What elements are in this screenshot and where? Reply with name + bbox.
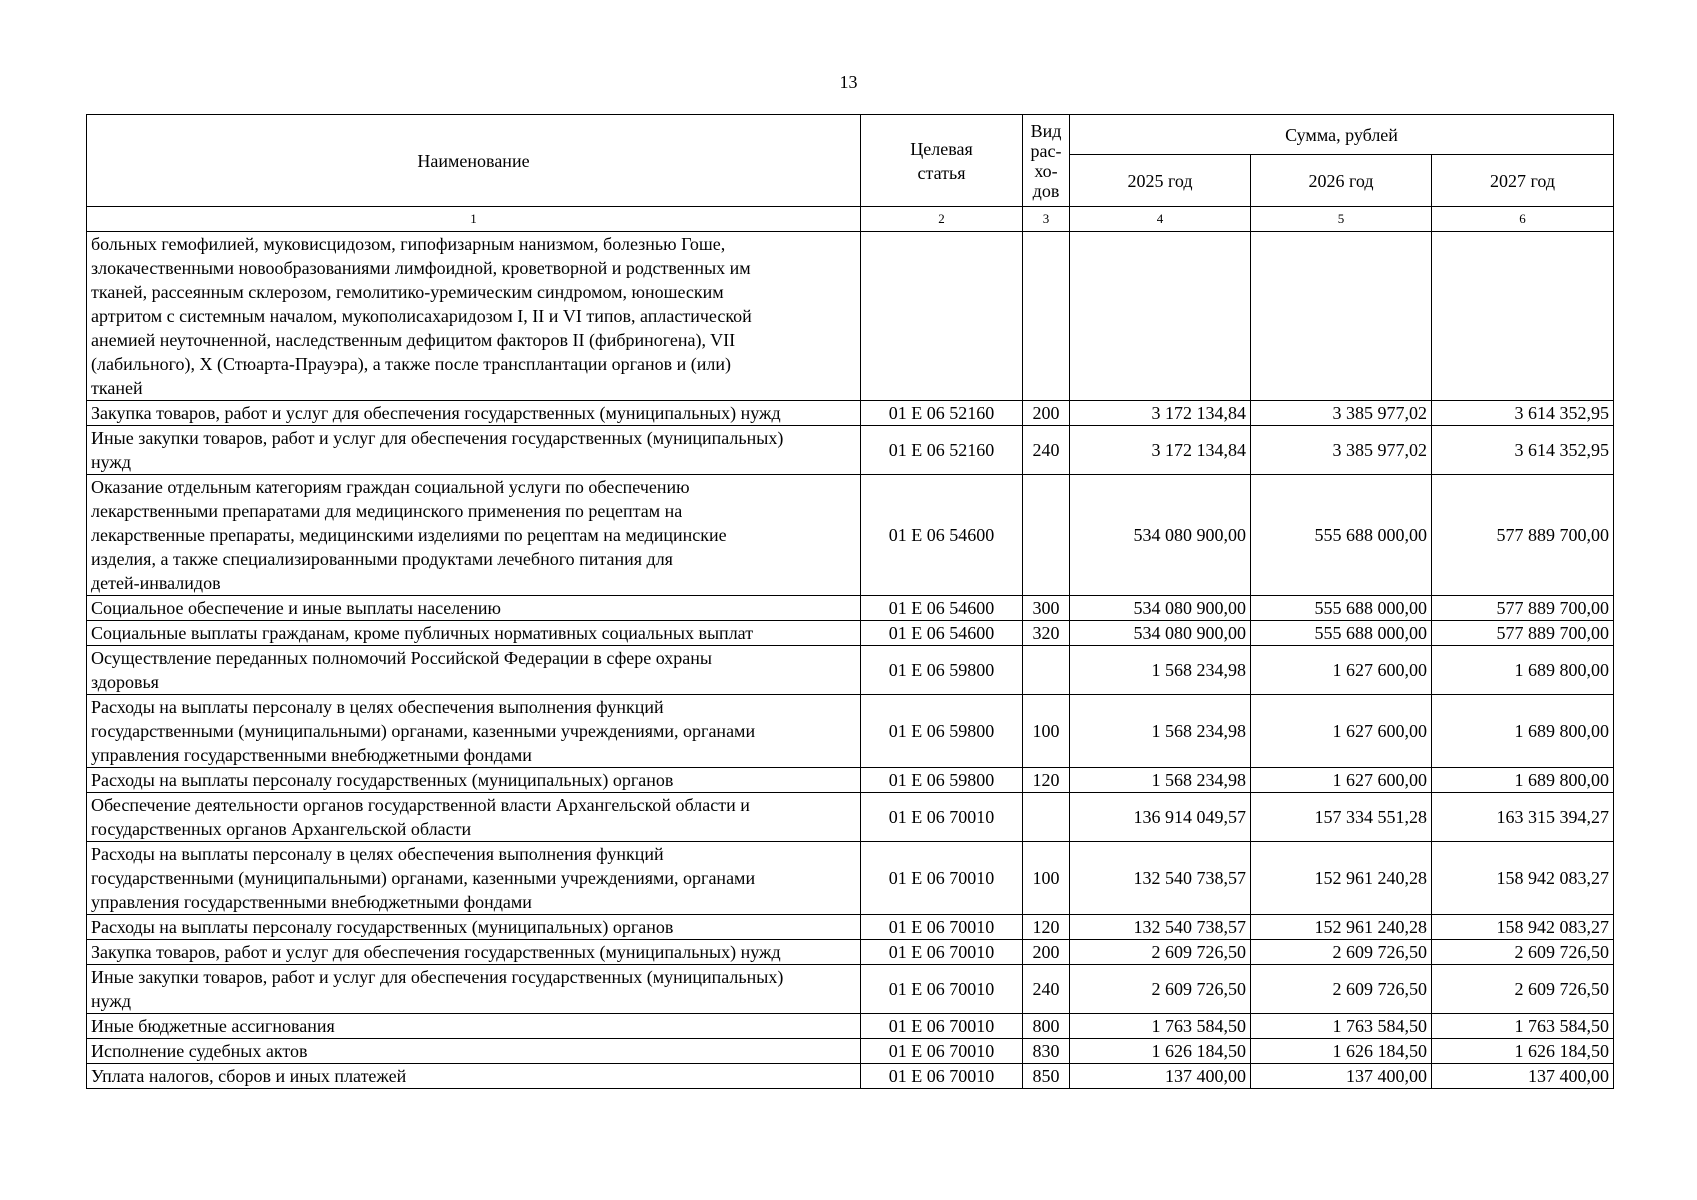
row-amount-2025: 1 626 184,50 — [1070, 1039, 1251, 1064]
row-amount-2025: 1 568 234,98 — [1070, 695, 1251, 768]
header-year-2025: 2025 год — [1070, 155, 1251, 207]
row-name — [87, 1064, 861, 1089]
table-row — [87, 842, 1614, 915]
row-expense-type — [1023, 646, 1070, 695]
row-amount-2027: 137 400,00 — [1432, 1064, 1614, 1089]
row-name-line: детей-инвалидов — [91, 573, 221, 593]
table-row — [87, 965, 1614, 1014]
row-name — [87, 596, 861, 621]
row-amount-2027: 1 689 800,00 — [1432, 646, 1614, 695]
table-row — [87, 646, 1614, 695]
row-target-article: 01 Е 06 70010 — [861, 915, 1023, 940]
row-amount-2025: 534 080 900,00 — [1070, 475, 1251, 596]
column-number: 4 — [1070, 207, 1251, 232]
row-name — [87, 768, 861, 793]
row-amount-2025 — [1070, 232, 1251, 401]
row-name — [87, 1039, 861, 1064]
row-name-line: Иные закупки товаров, работ и услуг для обеспечения государственных (муниципальных) — [91, 428, 784, 448]
row-name-line: тканей, рассеянным склерозом, гемолитико-уремическим синдромом, юношеским — [91, 282, 724, 302]
row-name-line: здоровья — [91, 672, 159, 692]
row-amount-2025: 1 763 584,50 — [1070, 1014, 1251, 1039]
row-expense-type: 100 — [1023, 695, 1070, 768]
row-amount-2027: 2 609 726,50 — [1432, 965, 1614, 1014]
column-number: 6 — [1432, 207, 1614, 232]
row-amount-2025: 2 609 726,50 — [1070, 965, 1251, 1014]
row-amount-2027 — [1432, 232, 1614, 401]
row-target-article: 01 Е 06 54600 — [861, 475, 1023, 596]
row-amount-2026: 137 400,00 — [1251, 1064, 1432, 1089]
row-amount-2025: 534 080 900,00 — [1070, 621, 1251, 646]
row-expense-type — [1023, 793, 1070, 842]
row-expense-type: 120 — [1023, 915, 1070, 940]
row-target-article: 01 Е 06 70010 — [861, 793, 1023, 842]
row-amount-2027: 158 942 083,27 — [1432, 842, 1614, 915]
header-expense-type-line: рас- — [1030, 140, 1062, 161]
row-target-article: 01 Е 06 52160 — [861, 401, 1023, 426]
row-amount-2026: 2 609 726,50 — [1251, 965, 1432, 1014]
row-name-line: Расходы на выплаты персоналу в целях обеспечения выполнения функций — [91, 697, 664, 717]
row-target-article: 01 Е 06 70010 — [861, 1064, 1023, 1089]
row-name — [87, 646, 861, 695]
row-target-article: 01 Е 06 52160 — [861, 426, 1023, 475]
row-name — [87, 621, 861, 646]
row-amount-2027: 1 763 584,50 — [1432, 1014, 1614, 1039]
row-amount-2025: 3 172 134,84 — [1070, 426, 1251, 475]
table-row — [87, 621, 1614, 646]
row-name-line: злокачественными новообразованиями лимфоидной, кроветворной и родственных им — [91, 258, 751, 278]
row-amount-2025: 132 540 738,57 — [1070, 915, 1251, 940]
row-target-article: 01 Е 06 70010 — [861, 842, 1023, 915]
table-row — [87, 232, 1614, 401]
budget-table — [86, 114, 1614, 1089]
row-target-article: 01 Е 06 54600 — [861, 621, 1023, 646]
row-name-line: управления государственными внебюджетными фондами — [91, 745, 532, 765]
row-name — [87, 401, 861, 426]
row-expense-type: 830 — [1023, 1039, 1070, 1064]
row-name-line: Исполнение судебных актов — [91, 1041, 308, 1061]
header-sum: Сумма, рублей — [1070, 115, 1614, 155]
row-name-line: лекарственные препараты, медицинскими изделиями по рецептам на медицинские — [91, 525, 727, 545]
row-name-line: Закупка товаров, работ и услуг для обеспечения государственных (муниципальных) нужд — [91, 403, 781, 423]
row-target-article: 01 Е 06 59800 — [861, 646, 1023, 695]
row-amount-2027: 158 942 083,27 — [1432, 915, 1614, 940]
row-name — [87, 695, 861, 768]
header-expense-type-line: хо- — [1034, 160, 1058, 181]
row-amount-2026: 152 961 240,28 — [1251, 842, 1432, 915]
row-target-article: 01 Е 06 70010 — [861, 1039, 1023, 1064]
row-name — [87, 475, 861, 596]
row-amount-2026: 1 626 184,50 — [1251, 1039, 1432, 1064]
row-amount-2025: 137 400,00 — [1070, 1064, 1251, 1089]
row-amount-2025: 136 914 049,57 — [1070, 793, 1251, 842]
table-row — [87, 793, 1614, 842]
row-name — [87, 232, 861, 401]
column-number: 2 — [861, 207, 1023, 232]
table-row — [87, 1064, 1614, 1089]
row-amount-2026: 1 627 600,00 — [1251, 646, 1432, 695]
row-name-line: Уплата налогов, сборов и иных платежей — [91, 1066, 407, 1086]
page-number: 13 — [839, 72, 858, 92]
row-name-line: нужд — [91, 991, 131, 1011]
table-row — [87, 768, 1614, 793]
column-number: 1 — [87, 207, 861, 232]
row-name-line: Социальные выплаты гражданам, кроме публичных нормативных социальных выплат — [91, 623, 754, 643]
row-amount-2026: 3 385 977,02 — [1251, 426, 1432, 475]
table-row — [87, 475, 1614, 596]
row-name-line: Осуществление переданных полномочий Российской Федерации в сфере охраны — [91, 648, 713, 668]
row-name-line: Оказание отдельным категориям граждан социальной услуги по обеспечению — [91, 477, 690, 497]
row-amount-2026: 1 763 584,50 — [1251, 1014, 1432, 1039]
column-number: 5 — [1251, 207, 1432, 232]
table-row — [87, 596, 1614, 621]
row-target-article: 01 Е 06 54600 — [861, 596, 1023, 621]
row-name-line: Закупка товаров, работ и услуг для обеспечения государственных (муниципальных) нужд — [91, 942, 781, 962]
row-name — [87, 915, 861, 940]
row-amount-2026: 1 627 600,00 — [1251, 768, 1432, 793]
row-amount-2026: 3 385 977,02 — [1251, 401, 1432, 426]
row-amount-2027: 577 889 700,00 — [1432, 475, 1614, 596]
row-name-line: управления государственными внебюджетными фондами — [91, 892, 532, 912]
header-year-2027: 2027 год — [1432, 155, 1614, 207]
table-row — [87, 940, 1614, 965]
row-name — [87, 1014, 861, 1039]
row-name-line: (лабильного), X (Стюарта-Прауэра), а также после трансплантации органов и (или) — [91, 354, 732, 374]
row-amount-2027: 3 614 352,95 — [1432, 401, 1614, 426]
row-amount-2026: 2 609 726,50 — [1251, 940, 1432, 965]
row-name-line: Иные закупки товаров, работ и услуг для обеспечения государственных (муниципальных) — [91, 967, 784, 987]
row-amount-2027: 3 614 352,95 — [1432, 426, 1614, 475]
row-amount-2027: 577 889 700,00 — [1432, 621, 1614, 646]
row-amount-2026: 555 688 000,00 — [1251, 475, 1432, 596]
row-expense-type: 240 — [1023, 965, 1070, 1014]
row-name-line: изделия, а также специализированными продуктами лечебного питания для — [91, 549, 673, 569]
table-row — [87, 1014, 1614, 1039]
row-name — [87, 842, 861, 915]
row-amount-2025: 1 568 234,98 — [1070, 646, 1251, 695]
row-name-line: Расходы на выплаты персоналу в целях обеспечения выполнения функций — [91, 844, 664, 864]
table-row — [87, 695, 1614, 768]
row-amount-2026: 555 688 000,00 — [1251, 621, 1432, 646]
row-expense-type — [1023, 475, 1070, 596]
row-amount-2026: 555 688 000,00 — [1251, 596, 1432, 621]
row-target-article: 01 Е 06 70010 — [861, 1014, 1023, 1039]
row-amount-2027: 577 889 700,00 — [1432, 596, 1614, 621]
row-expense-type: 320 — [1023, 621, 1070, 646]
row-expense-type: 200 — [1023, 940, 1070, 965]
row-amount-2025: 3 172 134,84 — [1070, 401, 1251, 426]
row-expense-type: 100 — [1023, 842, 1070, 915]
row-amount-2025: 1 568 234,98 — [1070, 768, 1251, 793]
row-amount-2025: 132 540 738,57 — [1070, 842, 1251, 915]
row-amount-2026: 157 334 551,28 — [1251, 793, 1432, 842]
row-expense-type: 200 — [1023, 401, 1070, 426]
row-amount-2026: 1 627 600,00 — [1251, 695, 1432, 768]
row-target-article: 01 Е 06 59800 — [861, 768, 1023, 793]
header-year-2026: 2026 год — [1251, 155, 1432, 207]
table-row — [87, 401, 1614, 426]
row-expense-type: 850 — [1023, 1064, 1070, 1089]
row-amount-2025: 534 080 900,00 — [1070, 596, 1251, 621]
row-target-article: 01 Е 06 70010 — [861, 940, 1023, 965]
row-name-line: Расходы на выплаты персоналу государственных (муниципальных) органов — [91, 770, 674, 790]
row-expense-type: 240 — [1023, 426, 1070, 475]
row-target-article — [861, 232, 1023, 401]
row-amount-2027: 1 626 184,50 — [1432, 1039, 1614, 1064]
row-name-line: Расходы на выплаты персоналу государственных (муниципальных) органов — [91, 917, 674, 937]
header-target-article: Целевая статья — [861, 115, 1023, 207]
row-expense-type: 120 — [1023, 768, 1070, 793]
row-name — [87, 426, 861, 475]
row-name-line: государственных органов Архангельской области — [91, 819, 472, 839]
row-name-line: государственными (муниципальными) органами, казенными учреждениями, органами — [91, 721, 756, 741]
column-number: 3 — [1023, 207, 1070, 232]
row-amount-2025: 2 609 726,50 — [1070, 940, 1251, 965]
row-name-line: Иные бюджетные ассигнования — [91, 1016, 335, 1036]
row-amount-2027: 1 689 800,00 — [1432, 768, 1614, 793]
table-body — [87, 232, 1614, 1089]
row-amount-2027: 1 689 800,00 — [1432, 695, 1614, 768]
row-expense-type: 800 — [1023, 1014, 1070, 1039]
row-name-line: нужд — [91, 452, 131, 472]
table-row — [87, 1039, 1614, 1064]
table-row — [87, 915, 1614, 940]
row-amount-2026: 152 961 240,28 — [1251, 915, 1432, 940]
row-name-line: больных гемофилией, муковисцидозом, гипофизарным нанизмом, болезнью Гоше, — [91, 234, 726, 254]
header-expense-type-line: дов — [1032, 180, 1060, 201]
row-name — [87, 965, 861, 1014]
row-name — [87, 793, 861, 842]
row-name-line: тканей — [91, 378, 143, 398]
row-target-article: 01 Е 06 70010 — [861, 965, 1023, 1014]
row-name — [87, 940, 861, 965]
row-name-line: артритом с системным началом, мукополисахаридозом I, II и VI типов, апластической — [91, 306, 752, 326]
row-name-line: Обеспечение деятельности органов государственной власти Архангельской области и — [91, 795, 750, 815]
row-name-line: лекарственными препаратами для медицинского применения по рецептам на — [91, 501, 683, 521]
row-name-line: Социальное обеспечение и иные выплаты населению — [91, 598, 501, 618]
row-name-line: анемией неуточненной, наследственным дефицитом факторов II (фибриногена), VII — [91, 330, 736, 350]
header-name: Наименование — [87, 115, 861, 207]
row-name-line: государственными (муниципальными) органами, казенными учреждениями, органами — [91, 868, 756, 888]
header-expense-type — [1023, 115, 1070, 207]
row-expense-type: 300 — [1023, 596, 1070, 621]
row-expense-type — [1023, 232, 1070, 401]
row-amount-2027: 2 609 726,50 — [1432, 940, 1614, 965]
header-expense-type-line: Вид — [1030, 120, 1062, 141]
row-amount-2027: 163 315 394,27 — [1432, 793, 1614, 842]
table-row — [87, 426, 1614, 475]
row-amount-2026 — [1251, 232, 1432, 401]
row-target-article: 01 Е 06 59800 — [861, 695, 1023, 768]
